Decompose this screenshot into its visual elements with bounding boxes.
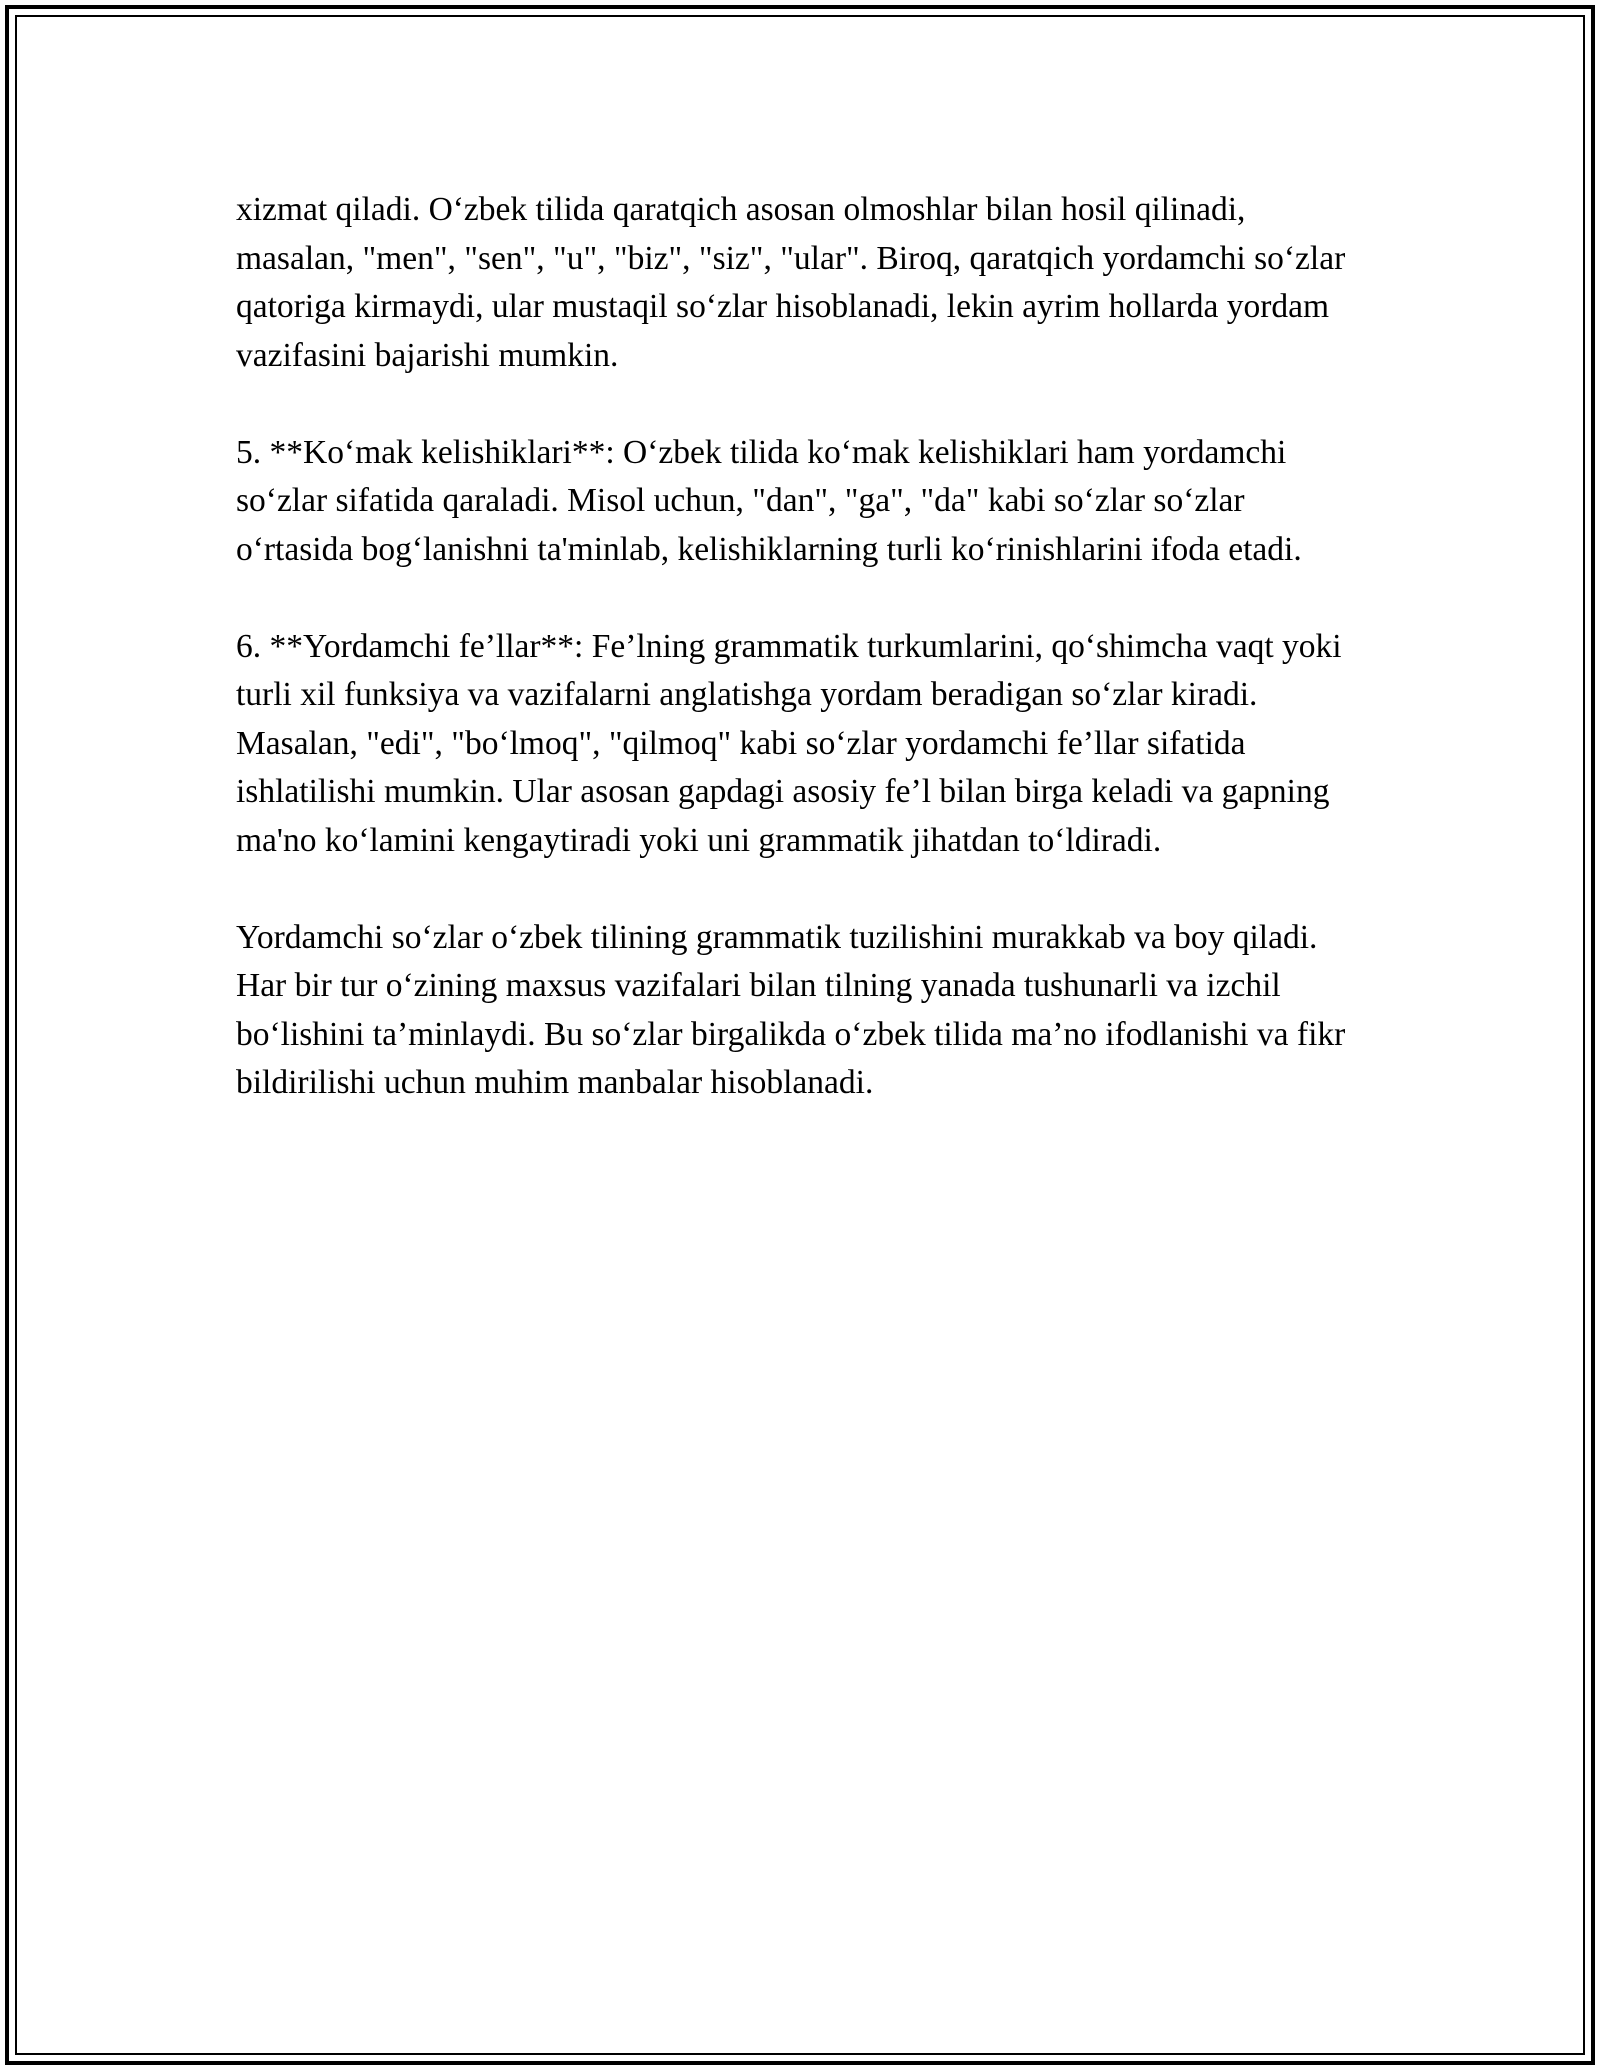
page-content (236, 186, 1366, 1156)
paragraph-conclusion: Yordamchi so‘zlar o‘zbek tilining grammatik tuzilishini murakkab va boy qiladi. Har bir tur o‘zining maxsus vazifalari bilan tilning yanada tushunarli va izchil bo‘lishini ta’minlaydi. Bu so‘zlar birgalikda o‘zbek tilida ma’no ifodlanishi va fikr bildirilishi uchun muhim manbalar hisoblanadi. (236, 918, 1346, 1101)
paragraph-komak-kelishiklari: 5. **Ko‘mak kelishiklari**: O‘zbek tilida ko‘mak kelishiklari ham yordamchi so‘zlar sifatida qaraladi. Misol uchun, "dan", "ga", "da" kabi so‘zlar so‘zlar o‘rtasida bog‘lanishni ta'minlab, kelishiklarning turli ko‘rinishlarini ifoda etadi. (236, 433, 1302, 568)
paragraph-yordamchi-fellar: 6. **Yordamchi fe’llar**: Fe’lning grammatik turkumlarini, qo‘shimcha vaqt yoki turli xil funksiya va vazifalarni anglatishga yordam beradigan so‘zlar kiradi. Masalan, "edi", "bo‘lmoq", "qilmoq" kabi so‘zlar yordamchi fe’llar sifatida ishlatilishi mumkin. Ular asosan gapdagi asosiy fe’l bilan birga keladi va gapning ma'no ko‘lamini kengaytiradi yoki uni grammatik jihatdan to‘ldiradi. (236, 627, 1342, 859)
paragraph-qaratqich-continuation: xizmat qiladi. O‘zbek tilida qaratqich asosan olmoshlar bilan hosil qilinadi, masalan, "men", "sen", "u", "biz", "siz", "ular". Biroq, qaratqich yordamchi so‘zlar qatoriga kirmaydi, ular mustaqil so‘zlar hisoblanadi, lekin ayrim hollarda yordam vazifasini bajarishi mumkin. (236, 191, 1346, 374)
